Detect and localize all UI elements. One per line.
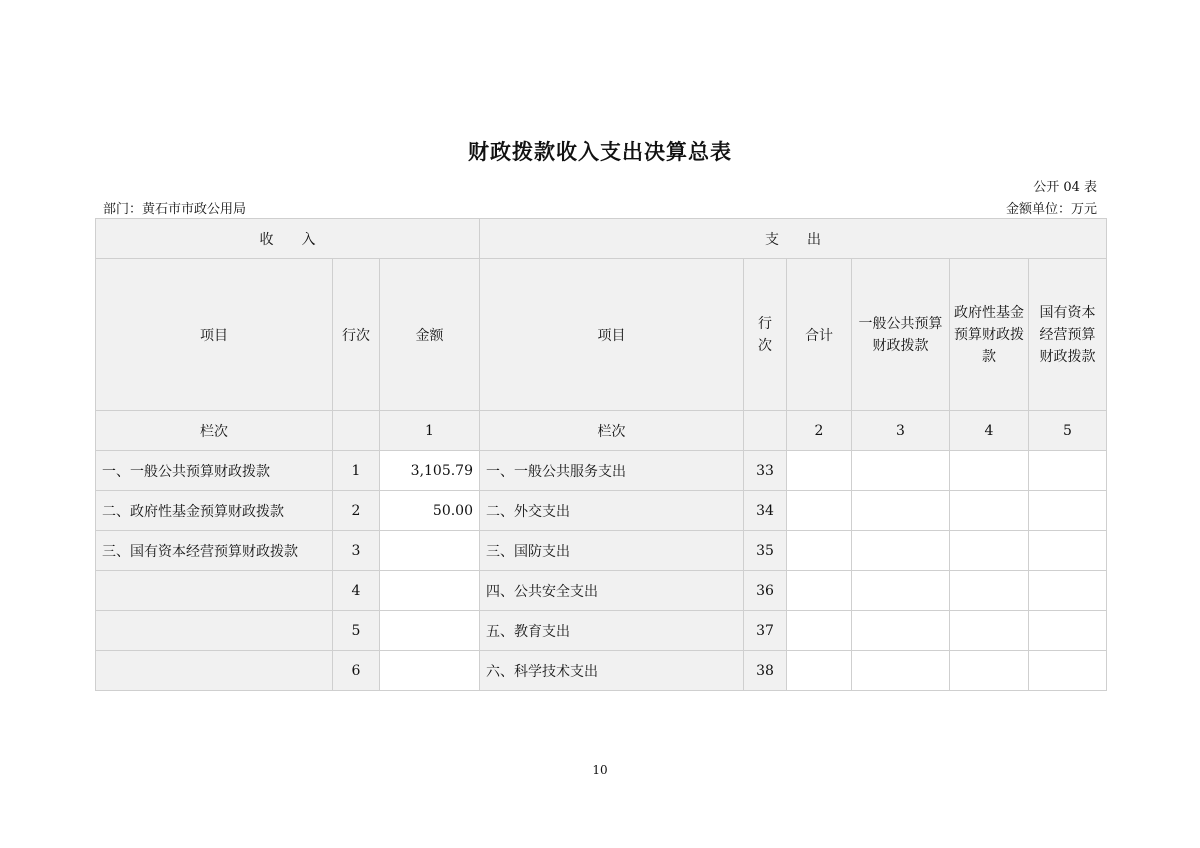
- income-line: 1: [333, 451, 380, 491]
- total-amount: [787, 571, 852, 611]
- expense-line-header-cell: [744, 259, 787, 411]
- expense-item-header: 项目: [480, 259, 744, 411]
- income-index-label: 栏次: [96, 411, 333, 451]
- expense-line-header: 行次: [758, 315, 772, 354]
- total-amount: [787, 451, 852, 491]
- state-capital-amount: [1029, 491, 1107, 531]
- income-item: [96, 611, 333, 651]
- expense-line: 35: [744, 531, 787, 571]
- expense-line: 38: [744, 651, 787, 691]
- table-row: [96, 451, 1107, 491]
- gov-fund-index: 4: [950, 411, 1029, 451]
- expense-line: 37: [744, 611, 787, 651]
- general-budget-header: 一般公共预算财政拨款: [852, 259, 950, 411]
- expense-line: 36: [744, 571, 787, 611]
- section-header-row: [96, 219, 1107, 259]
- gov-fund-amount: [950, 491, 1029, 531]
- gov-fund-header: 政府性基金预算财政拨款: [950, 259, 1029, 411]
- general-budget-amount: [852, 611, 950, 651]
- state-capital-amount: [1029, 571, 1107, 611]
- income-line: 4: [333, 571, 380, 611]
- income-amount: [380, 571, 480, 611]
- total-amount: [787, 611, 852, 651]
- total-amount: [787, 491, 852, 531]
- amount-unit-label: 金额单位：万元: [1005, 202, 1097, 217]
- state-capital-amount: [1029, 611, 1107, 651]
- income-line-header: 行次: [333, 259, 380, 411]
- income-amount: [380, 531, 480, 571]
- state-capital-amount: [1029, 651, 1107, 691]
- income-section-header: 收 入: [96, 219, 480, 259]
- expense-line: 34: [744, 491, 787, 531]
- gov-fund-amount: [950, 531, 1029, 571]
- income-amount: [380, 611, 480, 651]
- total-amount: [787, 531, 852, 571]
- total-header: 合计: [787, 259, 852, 411]
- expense-item: 一、一般公共服务支出: [480, 451, 744, 491]
- table-row: [96, 571, 1107, 611]
- table-row: [96, 491, 1107, 531]
- income-amount-index: 1: [380, 411, 480, 451]
- general-budget-index: 3: [852, 411, 950, 451]
- state-capital-index: 5: [1029, 411, 1107, 451]
- income-item: [96, 571, 333, 611]
- general-budget-amount: [852, 651, 950, 691]
- table-code: 公开 04 表: [1033, 180, 1097, 195]
- income-line: 6: [333, 651, 380, 691]
- page-number: 10: [592, 763, 608, 777]
- gov-fund-amount: [950, 451, 1029, 491]
- table-row: [96, 611, 1107, 651]
- expense-item: 六、科学技术支出: [480, 651, 744, 691]
- income-amount: [380, 651, 480, 691]
- column-index-row: [96, 411, 1107, 451]
- expense-line-index: [744, 411, 787, 451]
- general-budget-amount: [852, 531, 950, 571]
- income-item: 一、一般公共预算财政拨款: [96, 451, 333, 491]
- income-item-header: 项目: [96, 259, 333, 411]
- department-label: 部门：黄石市市政公用局: [103, 202, 247, 217]
- appropriation-summary-table: [95, 218, 1107, 691]
- income-amount: 3,105.79: [380, 451, 480, 491]
- income-item: [96, 651, 333, 691]
- total-amount: [787, 651, 852, 691]
- gov-fund-amount: [950, 611, 1029, 651]
- table-row: [96, 531, 1107, 571]
- table-row: [96, 651, 1107, 691]
- gov-fund-amount: [950, 571, 1029, 611]
- expense-item: 二、外交支出: [480, 491, 744, 531]
- gov-fund-amount: [950, 651, 1029, 691]
- expense-item: 五、教育支出: [480, 611, 744, 651]
- general-budget-amount: [852, 571, 950, 611]
- income-amount: 50.00: [380, 491, 480, 531]
- income-line: 5: [333, 611, 380, 651]
- income-line: 3: [333, 531, 380, 571]
- income-item: 二、政府性基金预算财政拨款: [96, 491, 333, 531]
- expense-line: 33: [744, 451, 787, 491]
- state-capital-amount: [1029, 531, 1107, 571]
- income-amount-header: 金额: [380, 259, 480, 411]
- state-capital-header: 国有资本经营预算财政拨款: [1029, 259, 1107, 411]
- income-line: 2: [333, 491, 380, 531]
- expense-section-header: 支 出: [480, 219, 1107, 259]
- expense-index-label: 栏次: [480, 411, 744, 451]
- expense-item: 四、公共安全支出: [480, 571, 744, 611]
- expense-item: 三、国防支出: [480, 531, 744, 571]
- page-title: 财政拨款收入支出决算总表: [468, 140, 732, 164]
- general-budget-amount: [852, 491, 950, 531]
- income-line-index: [333, 411, 380, 451]
- column-header-row: [96, 259, 1107, 411]
- income-item: 三、国有资本经营预算财政拨款: [96, 531, 333, 571]
- total-index: 2: [787, 411, 852, 451]
- state-capital-amount: [1029, 451, 1107, 491]
- general-budget-amount: [852, 451, 950, 491]
